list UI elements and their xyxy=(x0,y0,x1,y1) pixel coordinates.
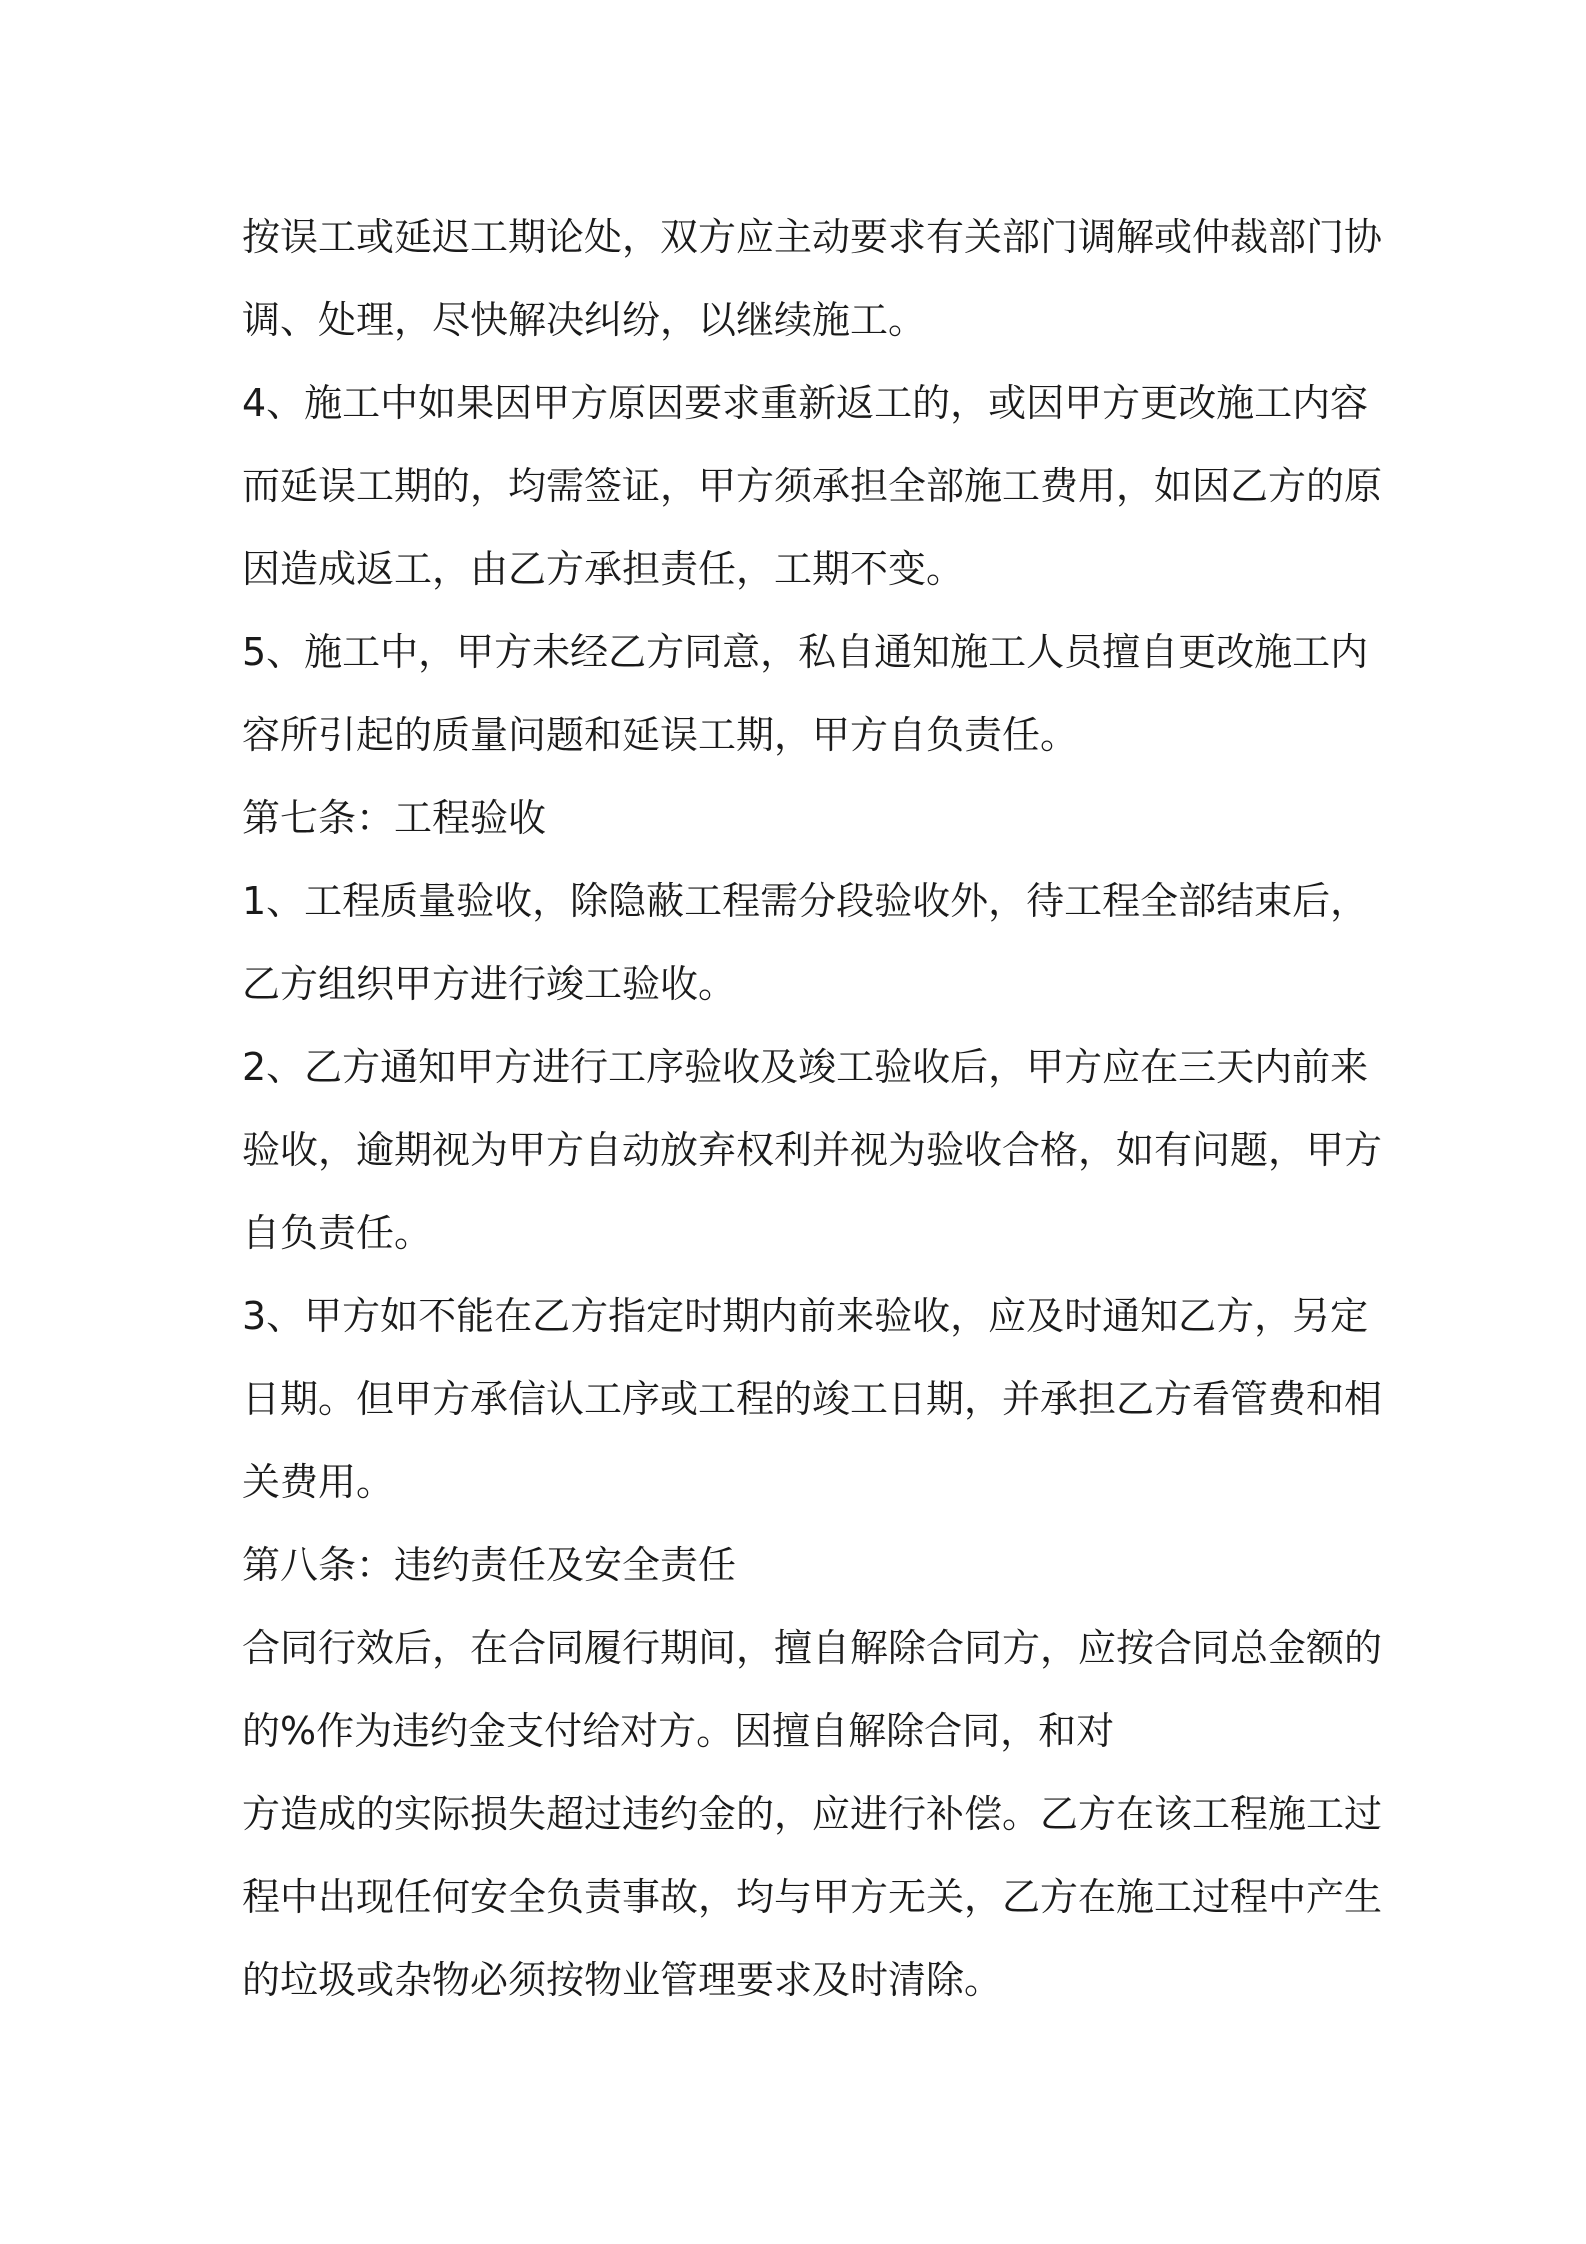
paragraph-line: 2、乙方通知甲方进行工序验收及竣工验收后，甲方应在三天内前来 xyxy=(242,1045,1369,1089)
paragraph-line: 容所引起的质量问题和延误工期，甲方自负责任。 xyxy=(242,713,1079,757)
paragraph-line: 关费用。 xyxy=(242,1460,395,1504)
paragraph-line: 的垃圾或杂物必须按物业管理要求及时清除。 xyxy=(242,1958,1003,2002)
section-heading: 第七条：工程验收 xyxy=(242,796,547,840)
paragraph-line: 1、工程质量验收，除隐蔽工程需分段验收外，待工程全部结束后， xyxy=(242,879,1369,923)
paragraph-line: 的%作为违约金支付给对方。因擅自解除合同，和对 xyxy=(242,1709,1115,1753)
paragraph-line: 而延误工期的，均需签证，甲方须承担全部施工费用，如因乙方的原 xyxy=(242,464,1383,508)
paragraph-line: 调、处理，尽快解决纠纷，以继续施工。 xyxy=(242,298,927,342)
paragraph-line: 4、施工中如果因甲方原因要求重新返工的，或因甲方更改施工内容 xyxy=(242,381,1369,425)
paragraph-line: 日期。但甲方承信认工序或工程的竣工日期，并承担乙方看管费和相 xyxy=(242,1377,1383,1421)
paragraph-line: 自负责任。 xyxy=(242,1211,433,1255)
paragraph-line: 3、甲方如不能在乙方指定时期内前来验收，应及时通知乙方，另定 xyxy=(242,1294,1369,1338)
paragraph-line: 因造成返工，由乙方承担责任，工期不变。 xyxy=(242,547,965,591)
section-heading: 第八条：违约责任及安全责任 xyxy=(242,1543,737,1587)
paragraph-line: 程中出现任何安全负责事故，均与甲方无关，乙方在施工过程中产生 xyxy=(242,1875,1383,1919)
paragraph-line: 5、施工中，甲方未经乙方同意，私自通知施工人员擅自更改施工内 xyxy=(242,630,1369,674)
document-page xyxy=(242,196,1383,2022)
paragraph-line: 合同行效后，在合同履行期间，擅自解除合同方，应按合同总金额的 xyxy=(242,1626,1383,1670)
paragraph-line: 验收，逾期视为甲方自动放弃权利并视为验收合格，如有问题，甲方 xyxy=(242,1128,1383,1172)
paragraph-line: 乙方组织甲方进行竣工验收。 xyxy=(242,962,737,1006)
paragraph-line: 按误工或延迟工期论处，双方应主动要求有关部门调解或仲裁部门协 xyxy=(242,215,1383,259)
paragraph-line: 方造成的实际损失超过违约金的，应进行补偿。乙方在该工程施工过 xyxy=(242,1792,1383,1836)
